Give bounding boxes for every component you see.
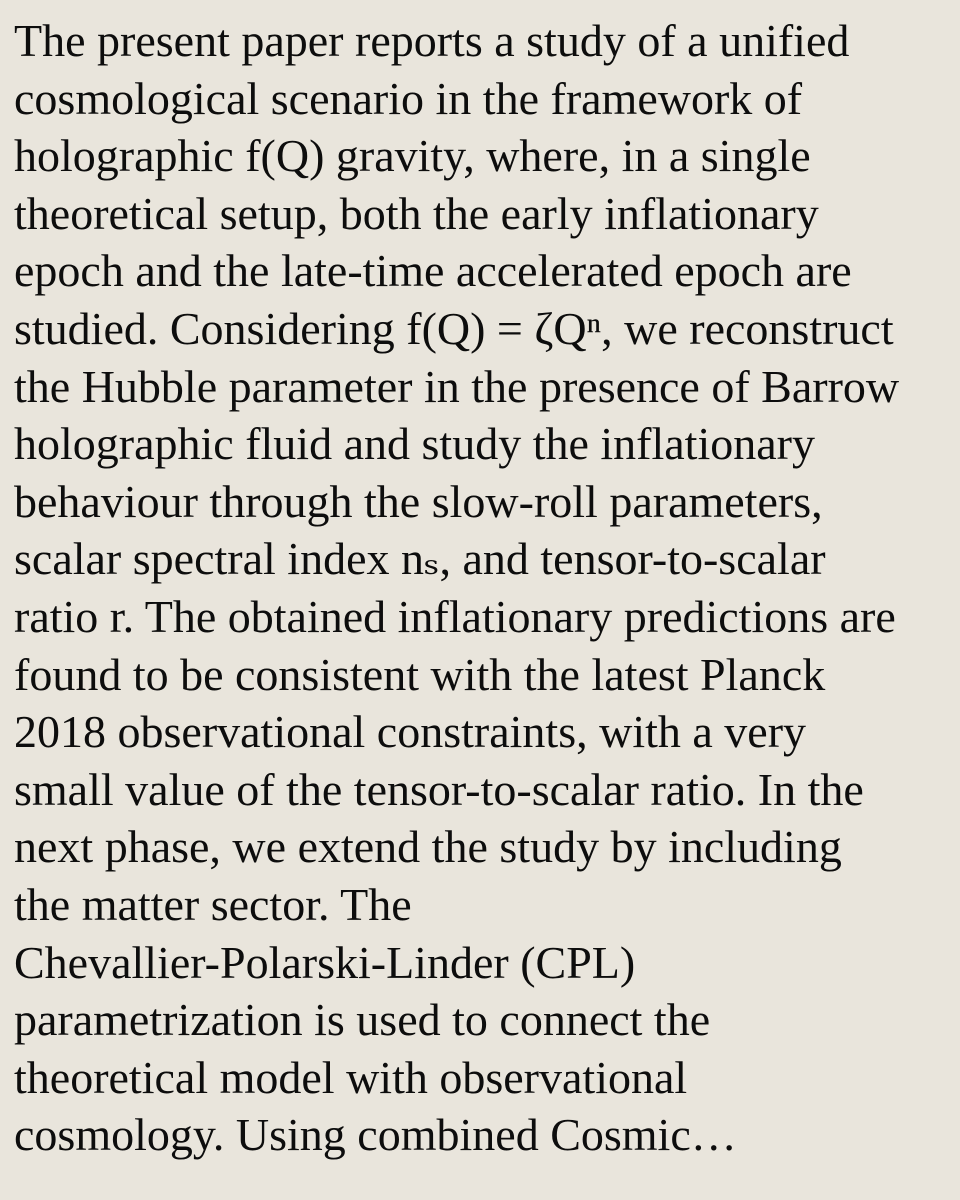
- text-line: behaviour through the slow-roll parameters,: [14, 475, 823, 527]
- text-line: theoretical setup, both the early inflationary: [14, 187, 819, 239]
- text-line: ratio r. The obtained inflationary predictions are: [14, 590, 896, 642]
- text-line: cosmology. Using combined Cosmic…: [14, 1109, 737, 1161]
- text-line: cosmological scenario in the framework of: [14, 72, 803, 124]
- text-line: small value of the tensor-to-scalar ratio. In the: [14, 763, 864, 815]
- text-line: theoretical model with observational: [14, 1051, 688, 1103]
- text-line: scalar spectral index nₛ, and tensor-to-scalar: [14, 533, 826, 585]
- abstract-text: [14, 12, 954, 1164]
- text-line: found to be consistent with the latest Planck: [14, 648, 826, 700]
- text-line: 2018 observational constraints, with a very: [14, 706, 807, 758]
- text-line: Chevallier-Polarski-Linder (CPL): [14, 936, 636, 988]
- text-line: The present paper reports a study of a unified: [14, 15, 850, 66]
- text-line: the Hubble parameter in the presence of Barrow: [14, 360, 900, 412]
- text-line: the matter sector. The: [14, 878, 412, 930]
- text-line: parametrization is used to connect the: [14, 994, 711, 1046]
- text-line: holographic f(Q) gravity, where, in a single: [14, 130, 811, 182]
- text-line: next phase, we extend the study by including: [14, 821, 842, 873]
- text-line: epoch and the late-time accelerated epoch are: [14, 245, 852, 297]
- text-line: holographic fluid and study the inflationary: [14, 418, 815, 470]
- text-line: studied. Considering f(Q) = ζQⁿ, we reconstruct: [14, 302, 894, 354]
